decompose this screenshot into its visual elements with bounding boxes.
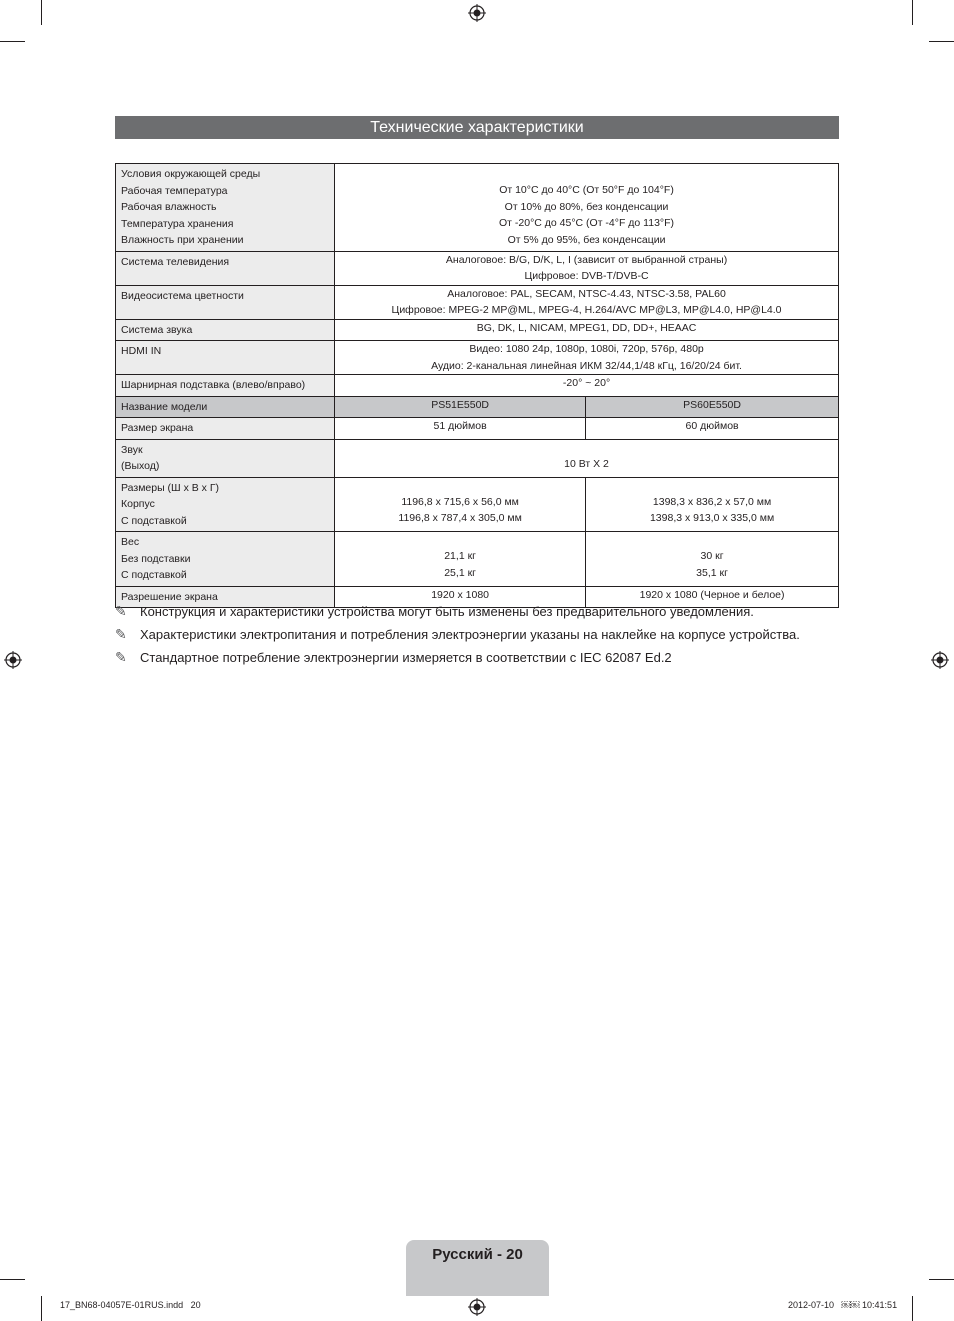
row-value: Аналоговое: B/G, D/K, L, I (зависит от выбранной страны) Цифровое: DVB-T/DVB-C — [335, 251, 839, 285]
crop-mark — [0, 1279, 25, 1280]
table-row — [116, 477, 839, 532]
note-item: ✎ Конструкция и характеристики устройства могут быть изменены без предварительного уведомления. — [115, 603, 754, 619]
table-row-model — [116, 396, 839, 418]
table-row — [116, 319, 839, 341]
table-row — [116, 251, 839, 285]
table-row — [116, 375, 839, 397]
row-label: Размер экрана — [116, 418, 335, 440]
row-label: Условия окружающей среды Рабочая температура Рабочая влажность Температура хранения Влажность при хранении — [116, 164, 335, 252]
crop-mark — [912, 0, 913, 25]
table-row — [116, 532, 839, 587]
value-b: 60 дюймов — [586, 418, 839, 440]
crop-mark — [41, 0, 42, 25]
registration-mark-icon — [468, 1298, 486, 1316]
value-a: 1196,8 x 715,6 x 56,0 мм 1196,8 x 787,4 x 305,0 мм — [335, 477, 586, 532]
row-label: Вес Без подставки С подставкой — [116, 532, 335, 587]
value-a: 1920 x 1080 — [335, 586, 586, 608]
row-label: HDMI IN — [116, 341, 335, 375]
row-label: Видеосистема цветности — [116, 285, 335, 319]
value-a: 51 дюймов — [335, 418, 586, 440]
registration-mark-icon — [468, 4, 486, 22]
table-row — [116, 418, 839, 440]
crop-mark — [912, 1296, 913, 1321]
registration-mark-icon — [4, 651, 22, 669]
registration-mark-icon — [931, 651, 949, 669]
row-value: Аналоговое: PAL, SECAM, NTSC-4.43, NTSC-3.58, PAL60 Цифровое: MPEG-2 MP@ML, MPEG-4, H.264/AVC MP@L3, MP@L4.0, HP@L4.0 — [335, 285, 839, 319]
footer-file: 17_BN68-04057E-01RUS.indd 20 — [60, 1300, 201, 1310]
row-value: BG, DK, L, NICAM, MPEG1, DD, DD+, HEAAC — [335, 319, 839, 341]
crop-mark — [929, 1279, 954, 1280]
model-a: PS51E550D — [335, 396, 586, 418]
crop-mark — [0, 41, 25, 42]
row-label: Разрешение экрана — [116, 586, 335, 608]
note-item: ✎ Стандартное потребление электроэнергии измеряется в соответствии с IEC 62087 Ed.2 — [115, 649, 672, 665]
crop-mark — [929, 41, 954, 42]
footer-timestamp: 2012-07-10 ￼￼ 10:41:51 — [788, 1300, 898, 1310]
pencil-note-icon: ✎ — [115, 649, 127, 665]
row-value: -20° ~ 20° — [335, 375, 839, 397]
value-b: 30 кг 35,1 кг — [586, 532, 839, 587]
table-row — [116, 341, 839, 375]
table-row — [116, 285, 839, 319]
row-label: Название модели — [116, 396, 335, 418]
row-value: От 10°C до 40°C (От 50°F до 104°F) От 10% до 80%, без конденсации От -20°C до 45°C (От -4°F до 113°F) От 5% до 95%, без конденсации — [335, 164, 839, 252]
row-label: Шарнирная подставка (влево/вправо) — [116, 375, 335, 397]
row-label: Система звука — [116, 319, 335, 341]
spec-table — [115, 163, 839, 608]
page-number: Русский - 20 — [406, 1240, 549, 1296]
value-b: 1398,3 x 836,2 x 57,0 мм 1398,3 x 913,0 x 335,0 мм — [586, 477, 839, 532]
crop-mark — [41, 1296, 42, 1321]
pencil-note-icon: ✎ — [115, 626, 127, 642]
value-b: 1920 x 1080 (Черное и белое) — [586, 586, 839, 608]
note-item: ✎ Характеристики электропитания и потребления электроэнергии указаны на наклейке на корпусе устройства. — [115, 626, 800, 642]
row-value: 10 Вт X 2 — [335, 439, 839, 477]
table-row — [116, 164, 839, 252]
row-label: Система телевидения — [116, 251, 335, 285]
value-a: 21,1 кг 25,1 кг — [335, 532, 586, 587]
row-value: Видео: 1080 24p, 1080p, 1080i, 720p, 576p, 480p Аудио: 2-канальная линейная ИКМ 32/44,1/48 кГц, 16/20/24 бит. — [335, 341, 839, 375]
row-label: Размеры (Ш x В x Г) Корпус С подставкой — [116, 477, 335, 532]
notes — [115, 603, 839, 672]
row-label: Звук (Выход) — [116, 439, 335, 477]
pencil-note-icon: ✎ — [115, 603, 127, 619]
model-b: PS60E550D — [586, 396, 839, 418]
table-row — [116, 439, 839, 477]
section-title: Технические характеристики — [115, 116, 839, 139]
